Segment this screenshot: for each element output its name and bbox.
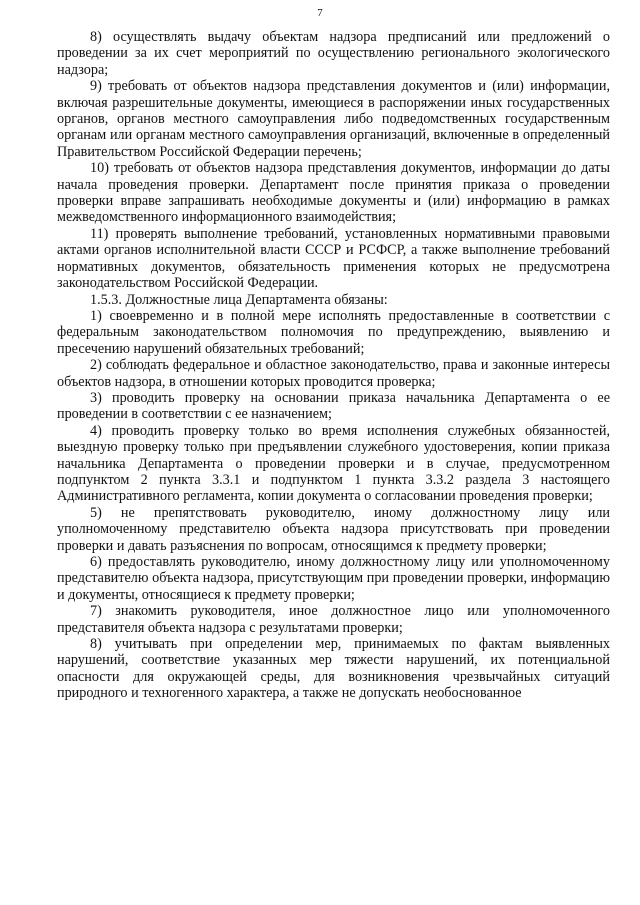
duty-item-3: 3) проводить проверку на основании приказа начальника Департамента о ее проведении в соответствии с ее назначением; <box>57 389 610 423</box>
duty-item-8: 8) учитывать при определении мер, принимаемых по фактам выявленных нарушений, соответствие указанных мер тяжести нарушений, их потенциальной опасности для окружающей среды, для возникновения чрезвычайных ситуаций природного и техногенного характера, а также не допускать необоснованное <box>57 636 610 702</box>
duty-item-6: 6) предоставлять руководителю, иному должностному лицу или уполномоченному представителю объекта надзора, присутствующим при проведении проверки, информацию и документы, относящиеся к предмету проверки; <box>57 554 610 603</box>
duty-item-1: 1) своевременно и в полной мере исполнять предоставленные в соответствии с федеральным законодательством полномочия по предупреждению, выявлению и пресечению нарушений обязательных требований; <box>57 307 610 357</box>
duty-item-5: 5) не препятствовать руководителю, иному должностному лицу или уполномоченному представителю объекта надзора присутствовать при проведении проверки и давать разъяснения по вопросам, относящимся к предмету проверки; <box>57 504 610 554</box>
paragraph-item-9-request-documents: 9) требовать от объектов надзора представления документов и (или) информации, включая разрешительные документы, имеющиеся в распоряжении иных государственных органов, органов местного самоуправления либо подведомственных государственным органам или органам местного самоуправления организаций, включенные в определенный Правительством Российской Федерации перечень; <box>57 78 610 160</box>
document-body <box>57 29 610 702</box>
paragraph-item-11-check-requirements: 11) проверять выполнение требований, установленных нормативными правовыми актами органов исполнительной власти СССР и РСФСР, а также выполнение требований нормативных документов, обязательность применения которых не предусмотрена законодательством Российской Федерации. <box>57 225 610 292</box>
page-number: 7 <box>317 7 323 19</box>
duty-item-2: 2) соблюдать федеральное и областное законодательство, права и законные интересы объектов надзора, в отношении которых проводится проверка; <box>57 357 610 390</box>
paragraph-item-8-issue-orders: 8) осуществлять выдачу объектам надзора предписаний или предложений о проведении за их счет мероприятий по осуществлению регионального экологического надзора; <box>57 29 610 78</box>
paragraph-item-10-request-before-inspection: 10) требовать от объектов надзора представления документов, информации до даты начала проведения проверки. Департамент после принятия приказа о проведении проверки вправе запрашивать необходимые документы и (или) информацию в рамках межведомственного информационного взаимодействия; <box>57 160 610 226</box>
section-heading-1-5-3: 1.5.3. Должностные лица Департамента обязаны: <box>90 291 388 308</box>
duty-item-7: 7) знакомить руководителя, иное должностное лицо или уполномоченного представителя объекта надзора с результатами проверки; <box>57 603 610 636</box>
duty-item-4: 4) проводить проверку только во время исполнения служебных обязанностей, выездную проверку только при предъявлении служебного удостоверения, копии приказа начальника Департамента о проведении проверки и в случае, предусмотренном подпунктом 2 пункта 3.3.1 и подпунктом 1 пункта 3.3.2 раздела 3 настоящего Административного регламента, копии документа о согласовании проведения проверки; <box>57 422 610 505</box>
